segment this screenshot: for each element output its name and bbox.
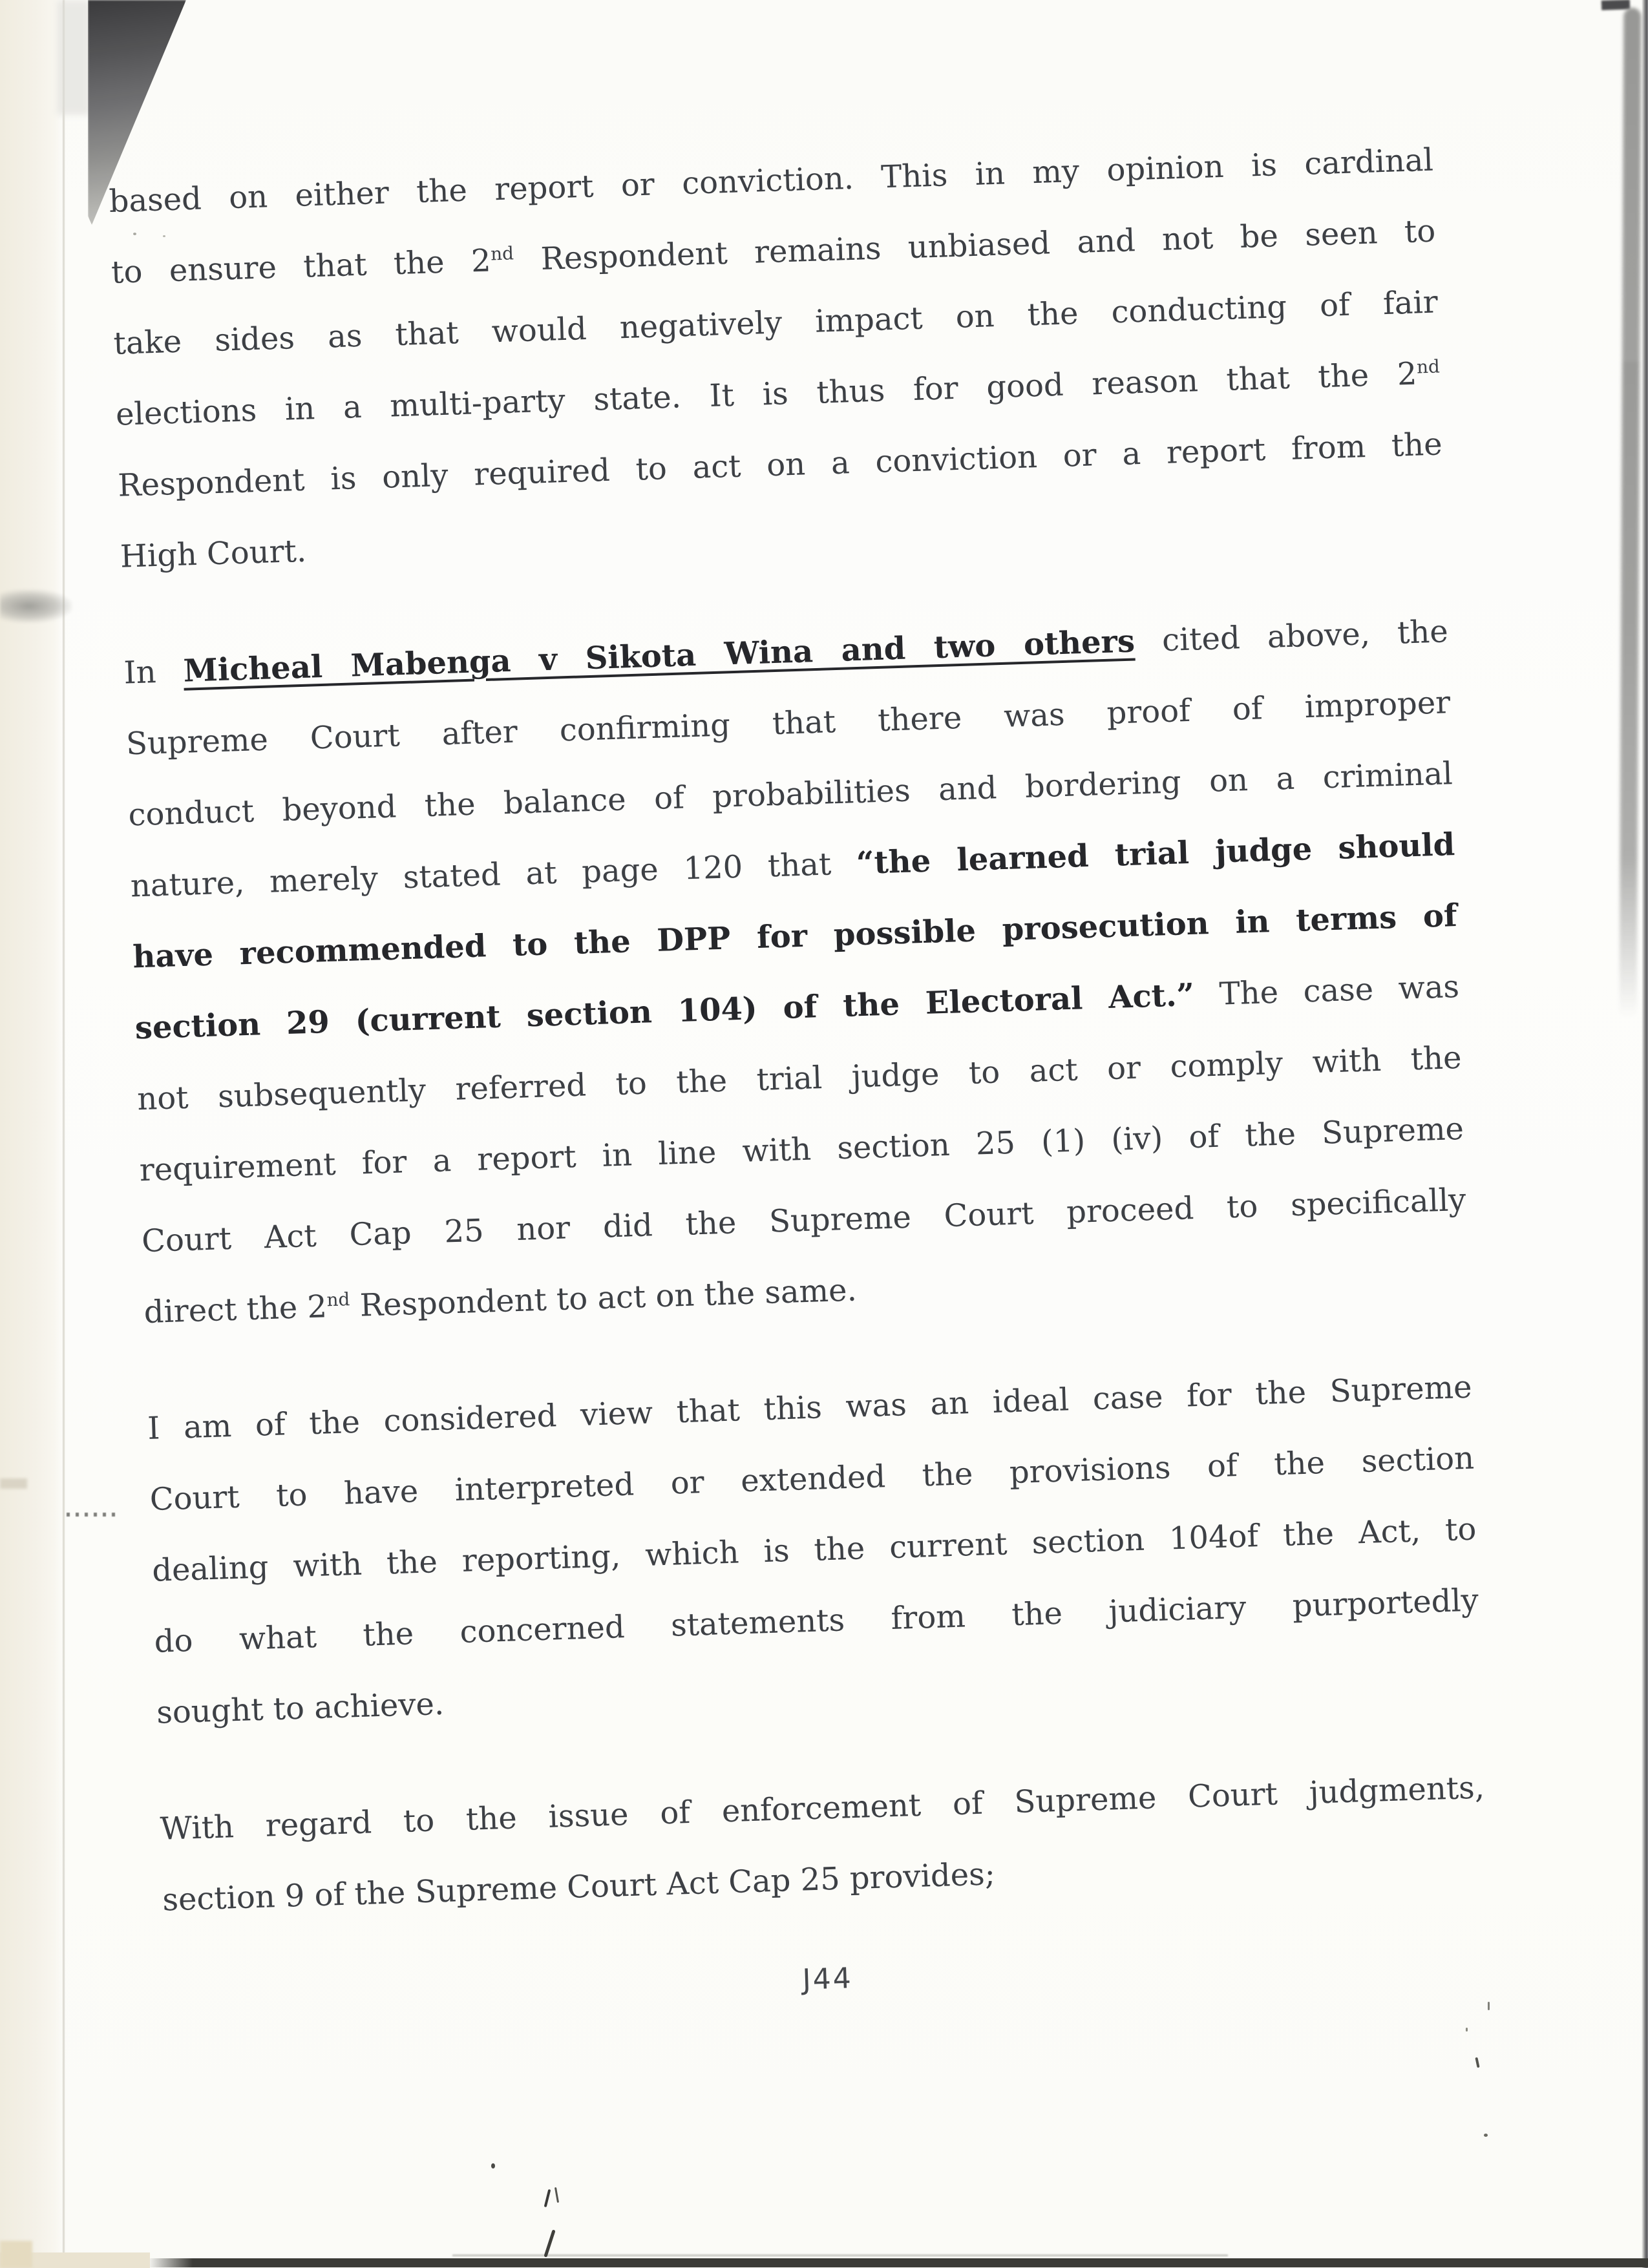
scan-dotted-marks — [67, 1513, 118, 1517]
scan-bottom-faint-line — [452, 2254, 1228, 2256]
body-text: Respondent to act on the same. — [349, 1272, 858, 1325]
ink-speck — [491, 2163, 495, 2168]
body-text: to ensure that the 2 — [111, 242, 492, 291]
body-text: With regard to the issue of enforcement of Supreme Court judgments, — [160, 1769, 1485, 1847]
scan-bottom-left-beige — [0, 2241, 32, 2268]
scan-left-scribble — [0, 1478, 27, 1489]
body-text: direct the 2 — [143, 1288, 328, 1331]
case-citation: Micheal Mabenga v Sikota Wina and two others — [182, 623, 1136, 689]
scan-right-grey-streak — [1620, 8, 1642, 1019]
ink-speck — [1475, 2057, 1479, 2068]
ink-speck — [1466, 2028, 1468, 2032]
scan-left-margin-band — [0, 0, 63, 2268]
quoted-holding: “the learned trial judge should — [856, 826, 1455, 882]
body-text: High Court. — [120, 532, 307, 575]
quoted-holding: section 29 (current section 104) of the Electoral Act.” — [134, 976, 1196, 1047]
body-text: nd — [490, 242, 514, 265]
body-text: nature, merely stated at page 120 that — [130, 845, 857, 905]
scan-bottom-edge-band — [147, 2258, 1648, 2267]
paragraph-p2 — [123, 596, 1470, 1348]
body-text: Respondent is only required to act on a conviction or a report from the — [117, 426, 1443, 504]
ink-squiggle — [555, 2187, 559, 2203]
scan-right-page-edge — [1642, 0, 1648, 2268]
quoted-holding: have recommended to the DPP for possible prosecution in terms of — [132, 898, 1458, 976]
paragraph-p1 — [108, 125, 1446, 593]
ink-squiggle — [544, 2229, 555, 2257]
body-text: Court Act Cap 25 nor did the Supreme Court proceed to specifically — [141, 1181, 1467, 1260]
paragraph-p3 — [147, 1352, 1482, 1748]
body-text: In — [123, 653, 184, 691]
ink-speck — [1484, 2134, 1488, 2137]
body-text: dealing with the reporting, which is the current section 104of the Act, to — [151, 1511, 1477, 1589]
scan-left-crease-line — [63, 0, 65, 2268]
body-text: do what the concerned statements from the judiciary purportedly — [153, 1582, 1479, 1660]
body-text: nd — [1416, 355, 1441, 378]
body-text: requirement for a report in line with section 25 (1) (iv) of the Supreme — [138, 1110, 1464, 1189]
scan-left-smudge — [0, 589, 72, 623]
body-text: The case was — [1194, 968, 1460, 1013]
body-text: section 9 of the Supreme Court Act Cap 25 provides; — [162, 1856, 996, 1918]
scan-top-right-mark — [1601, 0, 1630, 10]
body-text: Court to have interpreted or extended the provisions of the section — [149, 1440, 1475, 1518]
body-text: I am of the considered view that this was an ideal case for the Supreme — [147, 1369, 1473, 1447]
body-text: Respondent remains unbiased and not be seen to — [513, 213, 1437, 278]
body-text: sought to achieve. — [156, 1685, 445, 1731]
page-number: J44 — [801, 1962, 854, 1997]
body-text: conduct beyond the balance of probabilities and bordering on a criminal — [127, 755, 1453, 834]
body-text: not subsequently referred to the trial judge to act or comply with the — [136, 1039, 1463, 1118]
scan-corner-shadow — [57, 0, 90, 115]
body-text: Supreme Court after confirming that there was proof of improper — [125, 684, 1451, 762]
body-text: elections in a multi-party state. It is thus for good reason that the 2 — [115, 355, 1418, 433]
ink-squiggle — [544, 2189, 551, 2207]
paragraph-p4 — [159, 1752, 1488, 1935]
judgment-text-block — [108, 125, 1490, 2020]
body-text: take sides as that would negatively impact on the conducting of fair — [112, 284, 1439, 362]
body-text: based on either the report or conviction. This in my opinion is cardinal — [108, 142, 1434, 220]
ink-speck — [1488, 2002, 1490, 2010]
body-text: nd — [326, 1288, 350, 1311]
body-text: cited above, the — [1134, 613, 1449, 660]
